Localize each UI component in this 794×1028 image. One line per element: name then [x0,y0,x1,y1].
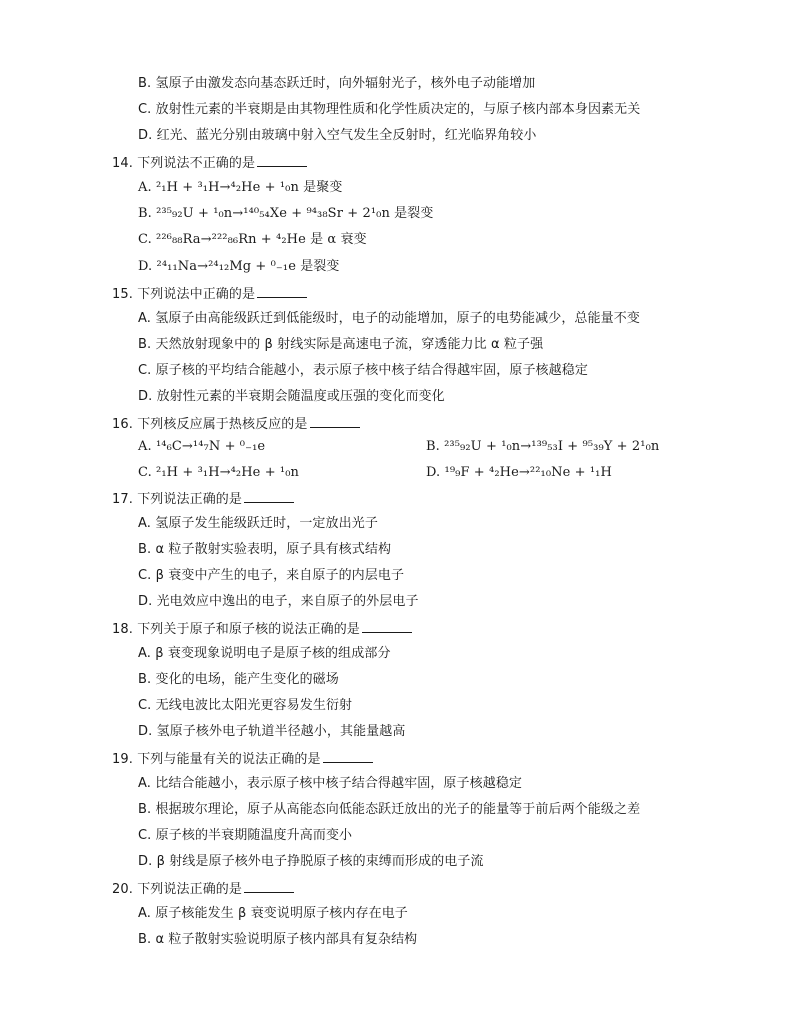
q14-text: 14. 下列说法不正确的是 [112,156,256,171]
q17-option-c: C. β 衰变中产生的电子，来自原子的内层电子 [138,568,405,583]
q18-option-c: C. 无线电波比太阳光更容易发生衍射 [138,698,353,713]
q18-text: 18. 下列关于原子和原子核的说法正确的是 [112,622,360,637]
q19-option-c: C. 原子核的半衰期随温度升高而变小 [138,828,353,843]
q19-answer-blank [323,749,373,763]
q17-text: 17. 下列说法正确的是 [112,492,243,507]
q17-option-a: A. 氢原子发生能级跃迁时，一定放出光子 [138,516,378,531]
q16-answer-blank [310,414,360,428]
q19-option-d: D. β 射线是原子核外电子挣脱原子核的束缚而形成的电子流 [138,854,484,869]
q16-stem [112,414,360,432]
q14-stem [112,153,307,171]
q15-option-c: C. 原子核的平均结合能越小，表示原子核中核子结合得越牢固，原子核越稳定 [138,363,588,378]
q20-stem [112,879,294,897]
q15-stem [112,284,307,302]
q20-answer-blank [244,879,294,893]
q15-option-b: B. 天然放射现象中的 β 射线实际是高速电子流，穿透能力比 α 粒子强 [138,337,544,352]
q18-option-a: A. β 衰变现象说明电子是原子核的组成部分 [138,646,391,661]
q16-option-d: D. ¹⁹₉F + ⁴₂He→²²₁₀Ne + ¹₁H [426,465,612,480]
q20-option-a: A. 原子核能发生 β 衰变说明原子核内存在电子 [138,906,408,921]
q18-option-d: D. 氢原子核外电子轨道半径越小，其能量越高 [138,724,406,739]
q14-option-c: C. ²²⁶₈₈Ra→²²²₈₆Rn + ⁴₂He 是 α 衰变 [138,232,367,247]
q14-option-a: A. ²₁H + ³₁H→⁴₂He + ¹₀n 是聚变 [138,180,343,195]
q13-option-d: D. 红光、蓝光分别由玻璃中射入空气发生全反射时，红光临界角较小 [138,128,537,143]
q17-option-d: D. 光电效应中逸出的电子，来自原子的外层电子 [138,594,419,609]
q16-option-b: B. ²³⁵₉₂U + ¹₀n→¹³⁹₅₃I + ⁹⁵₃₉Y + 2¹₀n [426,439,660,454]
q19-option-b: B. 根据玻尔理论，原子从高能态向低能态跃迁放出的光子的能量等于前后两个能级之差 [138,802,641,817]
q18-stem [112,619,412,637]
q16-option-c: C. ²₁H + ³₁H→⁴₂He + ¹₀n [138,465,300,480]
q13-option-b: B. 氢原子由激发态向基态跃迁时，向外辐射光子，核外电子动能增加 [138,76,536,91]
q16-text: 16. 下列核反应属于热核反应的是 [112,417,308,432]
q20-option-b: B. α 粒子散射实验说明原子核内部具有复杂结构 [138,932,418,947]
q19-stem [112,749,373,767]
q17-option-b: B. α 粒子散射实验表明，原子具有核式结构 [138,542,392,557]
q14-option-b: B. ²³⁵₉₂U + ¹₀n→¹⁴⁰₅₄Xe + ⁹⁴₃₈Sr + 2¹₀n 是裂变 [138,206,434,221]
q19-option-a: A. 比结合能越小，表示原子核中核子结合得越牢固，原子核越稳定 [138,776,523,791]
q15-text: 15. 下列说法中正确的是 [112,287,256,302]
q20-text: 20. 下列说法正确的是 [112,882,243,897]
q14-option-d: D. ²⁴₁₁Na→²⁴₁₂Mg + ⁰₋₁e 是裂变 [138,259,340,274]
q15-answer-blank [257,284,307,298]
q17-answer-blank [244,489,294,503]
q15-option-a: A. 氢原子由高能级跃迁到低能级时，电子的动能增加，原子的电势能减少，总能量不变 [138,311,640,326]
q16-option-a: A. ¹⁴₆C→¹⁴₇N + ⁰₋₁e [138,439,266,454]
q14-answer-blank [257,153,307,167]
q13-option-c: C. 放射性元素的半衰期是由其物理性质和化学性质决定的，与原子核内部本身因素无关 [138,102,641,117]
q17-stem [112,489,294,507]
q18-option-b: B. 变化的电场，能产生变化的磁场 [138,672,339,687]
q15-option-d: D. 放射性元素的半衰期会随温度或压强的变化而变化 [138,389,445,404]
q19-text: 19. 下列与能量有关的说法正确的是 [112,752,321,767]
q18-answer-blank [362,619,412,633]
